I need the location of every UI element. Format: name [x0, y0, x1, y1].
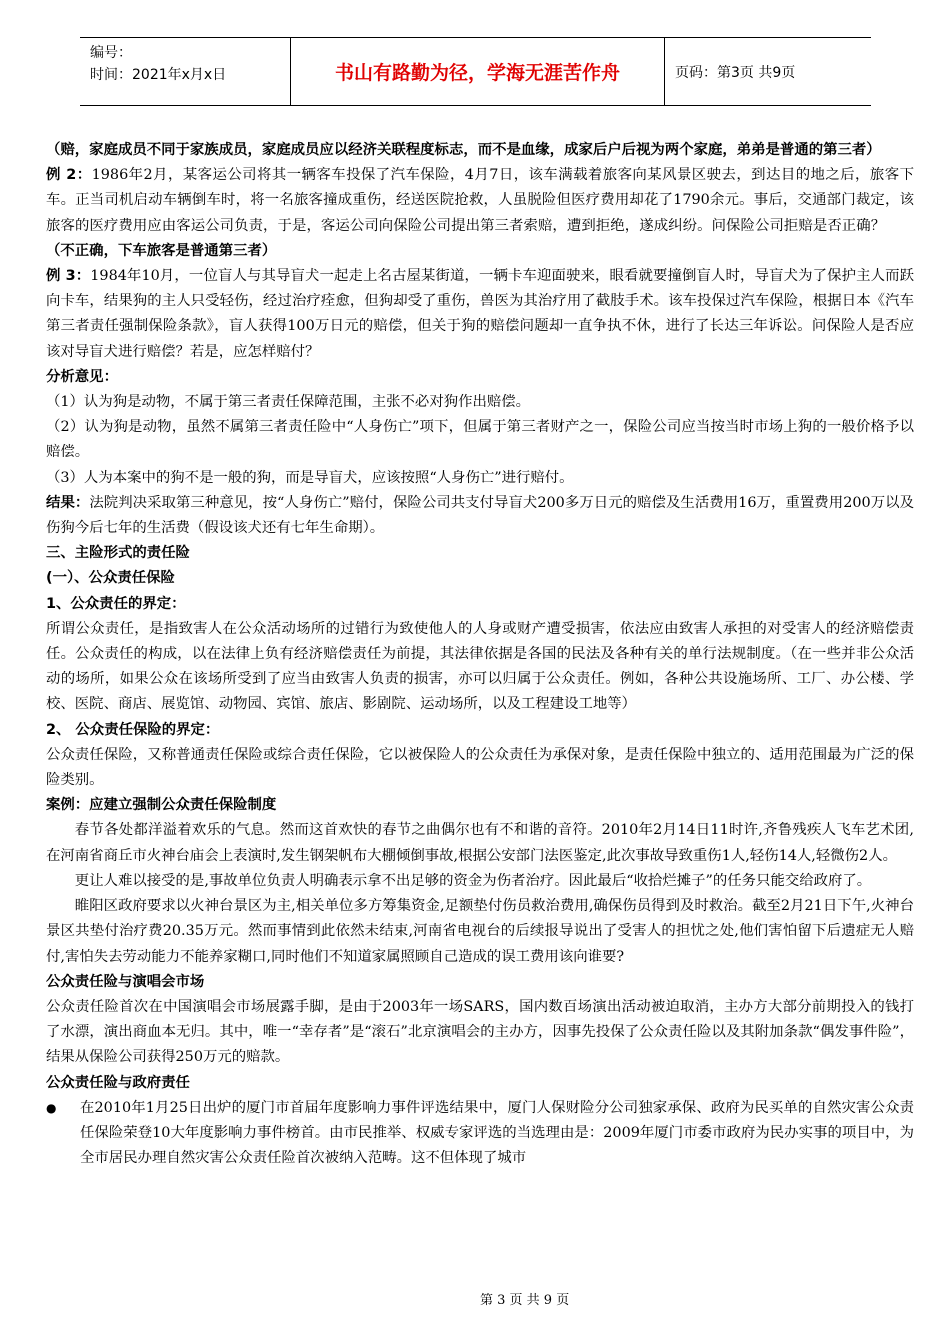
header-number: 编号：: [90, 45, 132, 61]
result-label: 结果：: [46, 494, 90, 511]
government-title: 公众责任险与政府责任: [46, 1074, 190, 1091]
opinion-3: （3）人为本案中的狗不是一般的狗，而是导盲犬，应该按照“人身伤亡”进行赔付。: [46, 469, 574, 486]
header-time: 时间：2021年x月x日: [90, 67, 227, 83]
section-heading-3: 三、主险形式的责任险: [46, 545, 190, 562]
analysis-title: 分析意见：: [46, 368, 118, 385]
public-liability-insurance-text: 公众责任保险，又称普通责任保险或综合责任保险，它以被保险人的公众责任为承保对象，是责任保险中独立的、适用范围最为广泛的保险类别。: [46, 746, 914, 789]
case-title: 案例：应建立强制公众责任保险制度: [46, 797, 277, 814]
concert-title: 公众责任险与演唱会市场: [46, 973, 205, 990]
bullet-icon: ●: [46, 1100, 57, 1115]
case-paragraph-2: 更让人难以接受的是,事故单位负责人明确表示拿不出足够的资金为伤者治疗。因此最后“收拾烂摊子”的任务只能交给政府了。: [74, 872, 872, 889]
page-header: [80, 37, 871, 106]
concert-text: 公众责任险首次在中国演唱会市场展露手脚，是由于2003年一场SARS，国内数百场演出活动被迫取消，主办方大部分前期投入的钱打了水漂，演出商血本无归。其中，唯一“幸存者”是“滚石”北京演唱会的主办方，因事先投保了公众责任险以及其附加条款“偶发事件险”，结果从保险公司获得250万元的赔款。: [46, 998, 914, 1066]
header-meta: [80, 38, 290, 105]
example-2-answer: （不正确，下车旅客是普通第三者）: [46, 242, 277, 259]
heading-public-liability: 1、公众责任的界定：: [46, 595, 186, 612]
document-body: [46, 138, 914, 1171]
result: [46, 491, 914, 541]
case-paragraph-1: 春节各处都洋溢着欢乐的气息。然而这首欢快的春节之曲偶尔也有不和谐的音符。2010年2月14日11时许,齐鲁残疾人飞车艺术团,在河南省商丘市火神台庙会上表演时,发生钢架帆布大棚倾倒事故,根据公安部门法医鉴定,此次事故导致重伤1人,轻伤14人,轻微伤2人。: [46, 822, 914, 864]
header-page: 页码：第3页 共9页: [675, 64, 796, 81]
paragraph-note: （赔，家庭成员不同于家族成员，家庭成员应以经济关联程度标志，而不是血缘，成家后户后视为两个家庭，弟弟是普通的第三者）: [46, 142, 881, 158]
example-2-label: 例 2：: [46, 167, 92, 184]
example-3: [46, 264, 914, 365]
page-footer: 第 3 页 共 9 页: [480, 1293, 570, 1308]
header-motto: 书山有路勤为径，学海无涯苦作舟: [290, 38, 665, 105]
example-3-label: 例 3：: [46, 268, 91, 285]
opinion-2: （2）认为狗是动物，虽然不属第三者责任险中“人身伤亡”项下，但属于第三者财产之一，保险公司应当按当时市场上狗的一般价格予以赔偿。: [46, 419, 914, 461]
bullet-item: [46, 1096, 914, 1172]
public-liability-text: 所谓公众责任，是指致害人在公众活动场所的过错行为致使他人的人身或财产遭受损害，依法应由致害人承担的对受害人的经济赔偿责任。公众责任的构成，以在法律上负有经济赔偿责任为前提，其法律依据是各国的民法及各种有关的单行法规制度。（在一些并非公众活动的场所，如果公众在该场所受到了应当由致害人负责的损害，亦可以归属于公众责任。例如，各种公共设施场所、工厂、办公楼、学校、医院、商店、展览馆、动物园、宾馆、旅店、影剧院、运动场所，以及工程建设工地等）: [46, 620, 914, 713]
section-heading-3-1: (一）、公众责任保险: [46, 570, 175, 587]
example-2: [46, 163, 914, 264]
opinion-1: （1）认为狗是动物，不属于第三者责任保障范围，主张不必对狗作出赔偿。: [46, 394, 531, 411]
heading-public-liability-insurance: 2、 公众责任保险的界定：: [46, 721, 220, 738]
example-3-text: 1984年10月，一位盲人与其导盲犬一起走上名古屋某街道，一辆卡车迎面驶来，眼看就要撞倒盲人时，导盲犬为了保护主人而跃向卡车，结果狗的主人只受轻伤，经过治疗痊愈，但狗却受了重伤，兽医为其治疗用了截肢手术。该车投保过汽车保险，根据日本《汽车第三者责任强制保险条款》，盲人获得100万日元的赔偿，但关于狗的赔偿问题却一直争执不休，进行了长达三年诉讼。问保险人是否应该对导盲犬进行赔偿？若是，应怎样赔付？: [46, 268, 914, 360]
example-2-text: 1986年2月，某客运公司将其一辆客车投保了汽车保险，4月7日，该车满载着旅客向某风景区驶去，到达目的地之后，旅客下车。正当司机启动车辆倒车时，将一名旅客撞成重伤，经送医院抢救，人虽脱险但医疗费用却花了1790余元。事后，交通部门裁定，该旅客的医疗费用应由客运公司负责，于是，客运公司向保险公司提出第三者索赔，遭到拒绝，遂成纠纷。问保险公司拒赔是否正确？: [46, 167, 914, 234]
government-text: 在2010年1月25日出炉的厦门市首届年度影响力事件评选结果中，厦门人保财险分公司独家承保、政府为民买单的自然灾害公众责任保险荣登10大年度影响力事件榜首。由市民推举、权威专家评选的当选理由是：2009年厦门市委市政府为民办实事的项目中，为全市居民办理自然灾害公众责任险首次被纳入范畴。这不但体现了城市: [80, 1099, 914, 1167]
result-text: 法院判决采取第三种意见，按“人身伤亡”赔付，保险公司共支付导盲犬200多万日元的赔偿及生活费用16万，重置费用200万以及伤狗今后七年的生活费（假设该犬还有七年生命期）。: [46, 494, 914, 537]
case-paragraph-3: 睢阳区政府要求以火神台景区为主,相关单位多方筹集资金,足额垫付伤员救治费用,确保伤员得到及时救治。截至2月21日下午,火神台景区共垫付治疗费20.35万元。然而事情到此依然未结束,河南省电视台的后续报导说出了受害人的担忧之处,他们害怕留下后遗症无人赔付,害怕失去劳动能力不能养家糊口,同时他们不知道家属照顾自己造成的误工费用该向谁要?: [46, 898, 914, 965]
